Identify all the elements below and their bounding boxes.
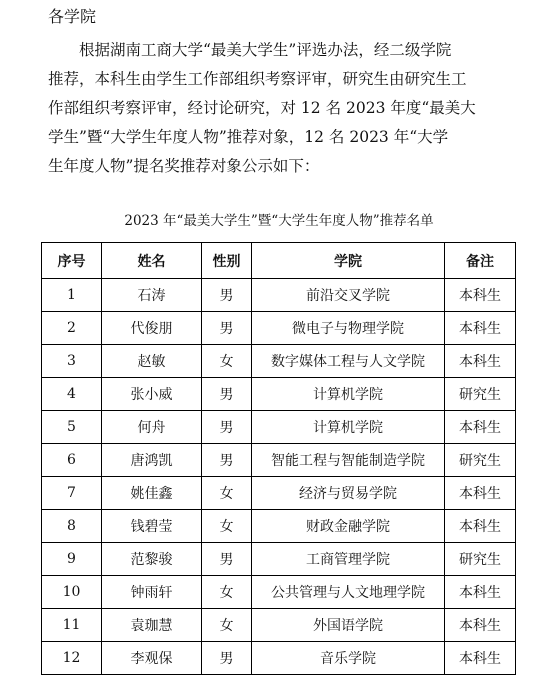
cell-number: 3 xyxy=(42,345,102,378)
table-row xyxy=(42,477,516,510)
paragraph-line: 学生”暨“大学生年度人物”推荐对象，12 名 2023 年“大学 xyxy=(48,128,449,146)
salutation: 各学院 xyxy=(48,7,97,26)
cell-college: 音乐学院 xyxy=(252,642,445,675)
cell-number: 7 xyxy=(42,477,102,510)
cell-college: 数字媒体工程与人文学院 xyxy=(252,345,445,378)
cell-college: 经济与贸易学院 xyxy=(252,477,445,510)
cell-number: 2 xyxy=(42,312,102,345)
cell-gender: 女 xyxy=(202,510,252,543)
table-body xyxy=(42,279,516,675)
cell-college: 计算机学院 xyxy=(252,378,445,411)
paragraph-line: 作部组织考察评审，经讨论研究，对 12 名 2023 年度“最美大 xyxy=(48,99,476,117)
cell-number: 8 xyxy=(42,510,102,543)
cell-college: 计算机学院 xyxy=(252,411,445,444)
cell-gender: 男 xyxy=(202,543,252,576)
table-row xyxy=(42,642,516,675)
table-row xyxy=(42,576,516,609)
cell-number: 6 xyxy=(42,444,102,477)
header-college: 学院 xyxy=(252,243,445,279)
cell-gender: 男 xyxy=(202,312,252,345)
cell-college: 微电子与物理学院 xyxy=(252,312,445,345)
cell-college: 智能工程与智能制造学院 xyxy=(252,444,445,477)
cell-remark: 本科生 xyxy=(445,345,516,378)
paragraph-line: 推荐，本科生由学生工作部组织考察评审，研究生由研究生工 xyxy=(48,70,467,88)
table-row xyxy=(42,378,516,411)
cell-gender: 女 xyxy=(202,609,252,642)
cell-name: 何舟 xyxy=(102,411,202,444)
header-remark: 备注 xyxy=(445,243,516,279)
table-row xyxy=(42,312,516,345)
table-row xyxy=(42,609,516,642)
cell-name: 石涛 xyxy=(102,279,202,312)
cell-name: 袁珈慧 xyxy=(102,609,202,642)
header-number: 序号 xyxy=(42,243,102,279)
cell-number: 1 xyxy=(42,279,102,312)
cell-number: 5 xyxy=(42,411,102,444)
table-header-row xyxy=(42,243,516,279)
cell-remark: 本科生 xyxy=(445,510,516,543)
cell-name: 范黎骏 xyxy=(102,543,202,576)
cell-name: 钟雨轩 xyxy=(102,576,202,609)
cell-gender: 男 xyxy=(202,279,252,312)
table-row xyxy=(42,510,516,543)
cell-number: 12 xyxy=(42,642,102,675)
cell-remark: 本科生 xyxy=(445,411,516,444)
cell-name: 代俊朋 xyxy=(102,312,202,345)
cell-number: 9 xyxy=(42,543,102,576)
cell-remark: 本科生 xyxy=(445,642,516,675)
cell-number: 10 xyxy=(42,576,102,609)
cell-college: 财政金融学院 xyxy=(252,510,445,543)
cell-gender: 女 xyxy=(202,345,252,378)
cell-college: 工商管理学院 xyxy=(252,543,445,576)
cell-college: 公共管理与人文地理学院 xyxy=(252,576,445,609)
cell-remark: 本科生 xyxy=(445,477,516,510)
table-caption: 2023 年“最美大学生”暨“大学生年度人物”推荐名单 xyxy=(124,213,434,229)
cell-name: 赵敏 xyxy=(102,345,202,378)
table-row xyxy=(42,345,516,378)
header-name: 姓名 xyxy=(102,243,202,279)
cell-gender: 男 xyxy=(202,444,252,477)
cell-remark: 本科生 xyxy=(445,312,516,345)
cell-remark: 本科生 xyxy=(445,279,516,312)
table-row xyxy=(42,411,516,444)
cell-name: 唐鸿凯 xyxy=(102,444,202,477)
cell-name: 李观保 xyxy=(102,642,202,675)
cell-remark: 研究生 xyxy=(445,378,516,411)
paragraph-line: 根据湖南工商大学“最美大学生”评选办法，经二级学院 xyxy=(79,41,452,59)
cell-gender: 女 xyxy=(202,576,252,609)
body-paragraph xyxy=(48,36,526,181)
cell-remark: 本科生 xyxy=(445,609,516,642)
cell-remark: 研究生 xyxy=(445,444,516,477)
cell-remark: 本科生 xyxy=(445,576,516,609)
paragraph-line: 生年度人物”提名奖推荐对象公示如下： xyxy=(48,157,320,175)
table-row xyxy=(42,279,516,312)
table-row xyxy=(42,543,516,576)
cell-remark: 研究生 xyxy=(445,543,516,576)
cell-number: 4 xyxy=(42,378,102,411)
cell-name: 张小威 xyxy=(102,378,202,411)
table-row xyxy=(42,444,516,477)
cell-name: 姚佳鑫 xyxy=(102,477,202,510)
cell-name: 钱碧莹 xyxy=(102,510,202,543)
cell-gender: 男 xyxy=(202,378,252,411)
cell-college: 前沿交叉学院 xyxy=(252,279,445,312)
cell-number: 11 xyxy=(42,609,102,642)
header-gender: 性别 xyxy=(202,243,252,279)
cell-college: 外国语学院 xyxy=(252,609,445,642)
cell-gender: 女 xyxy=(202,477,252,510)
cell-gender: 男 xyxy=(202,642,252,675)
cell-gender: 男 xyxy=(202,411,252,444)
recommendation-table xyxy=(41,242,516,675)
